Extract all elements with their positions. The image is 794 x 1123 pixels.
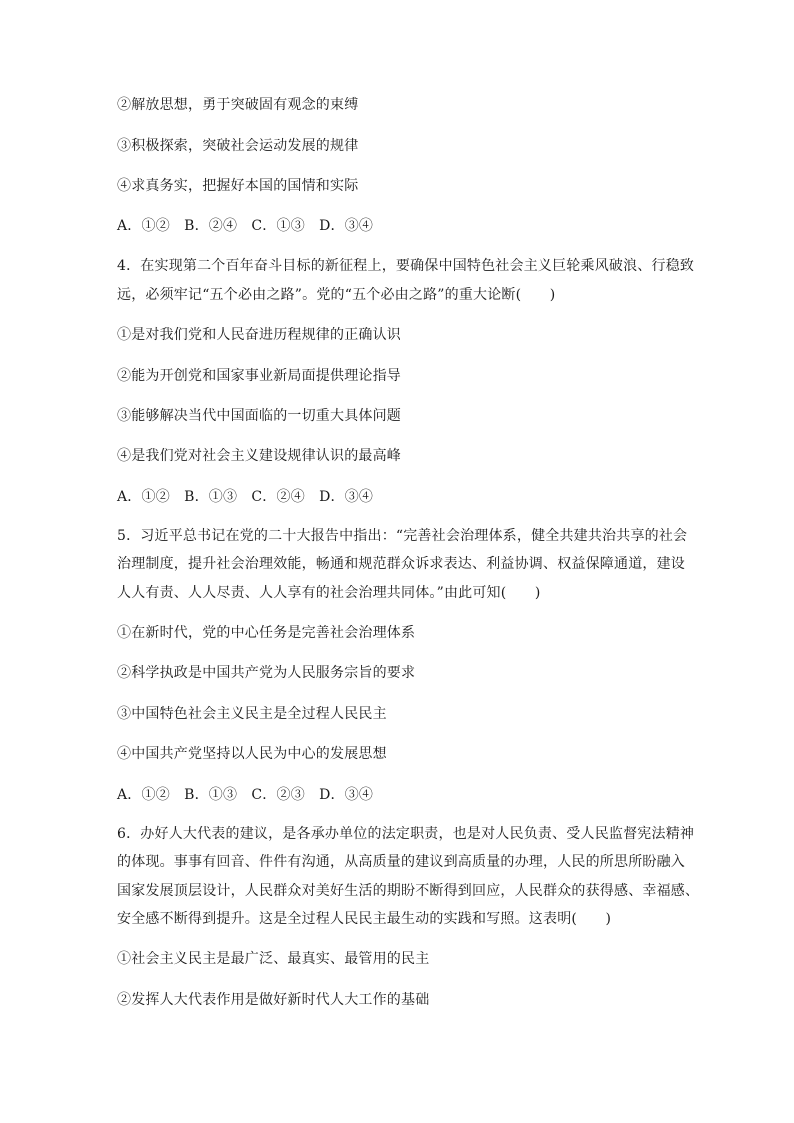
q5-option-2: ②科学执政是中国共产党为人民服务宗旨的要求 bbox=[117, 665, 416, 681]
q3-option-4: ④求真务实，把握好本国的国情和实际 bbox=[117, 178, 359, 194]
q4-option-1: ①是对我们党和人民奋进历程规律的正确认识 bbox=[117, 327, 401, 343]
q3-option-3: ③积极探索，突破社会运动发展的规律 bbox=[117, 138, 359, 154]
q4-choices: A．①② B．①③ C．②④ D．③④ bbox=[117, 489, 374, 505]
q4-stem-line-2: 远，必须牢记“五个必由之路”。党的“五个必由之路”的重大论断( ) bbox=[117, 287, 556, 303]
q3-choices: A．①② B．②④ C．①③ D．③④ bbox=[117, 218, 374, 234]
q3-option-2: ②解放思想，勇于突破固有观念的束缚 bbox=[117, 97, 359, 113]
q4-stem-line-1: 4．在实现第二个百年奋斗目标的新征程上，要确保中国特色社会主义巨轮乘风破浪、行稳致 bbox=[117, 258, 695, 274]
q6-option-2: ②发挥人大代表作用是做好新时代人大工作的基础 bbox=[117, 992, 430, 1008]
q6-option-1: ①社会主义民主是最广泛、最真实、最管用的民主 bbox=[117, 951, 430, 967]
q4-option-3: ③能够解决当代中国面临的一切重大具体问题 bbox=[117, 408, 401, 424]
q5-option-3: ③中国特色社会主义民主是全过程人民民主 bbox=[117, 706, 387, 722]
q5-option-1: ①在新时代，党的中心任务是完善社会治理体系 bbox=[117, 625, 416, 641]
q5-stem-line-2: 治理制度，提升社会治理效能，畅通和规范群众诉求表达、利益协调、权益保障通道，建设 bbox=[117, 556, 685, 572]
q4-option-2: ②能为开创党和国家事业新局面提供理论指导 bbox=[117, 368, 401, 384]
q6-stem-line-4: 安全感不断得到提升。这是全过程人民民主最生动的实践和写照。这表明( ) bbox=[117, 911, 612, 927]
q6-stem-line-2: 的体现。事事有回音、件件有沟通，从高质量的建议到高质量的办理，人民的所思所盼融入 bbox=[117, 854, 685, 870]
q5-choices: A．①② B．①③ C．②③ D．③④ bbox=[117, 787, 374, 803]
q6-stem-line-1: 6．办好人大代表的建议，是各承办单位的法定职责，也是对人民负责、受人民监督宪法精神 bbox=[117, 826, 695, 842]
q5-stem-line-3: 人人有责、人人尽责、人人享有的社会治理共同体。”由此可知( ) bbox=[117, 585, 541, 601]
q4-option-4: ④是我们党对社会主义建设规律认识的最高峰 bbox=[117, 448, 401, 464]
q6-stem-line-3: 国家发展顶层设计，人民群众对美好生活的期盼不断得到回应，人民群众的获得感、幸福感、 bbox=[117, 883, 700, 899]
q5-stem-line-1: 5．习近平总书记在党的二十大报告中指出：“完善社会治理体系，健全共建共治共享的社会 bbox=[117, 528, 688, 544]
q5-option-4: ④中国共产党坚持以人民为中心的发展思想 bbox=[117, 746, 387, 762]
